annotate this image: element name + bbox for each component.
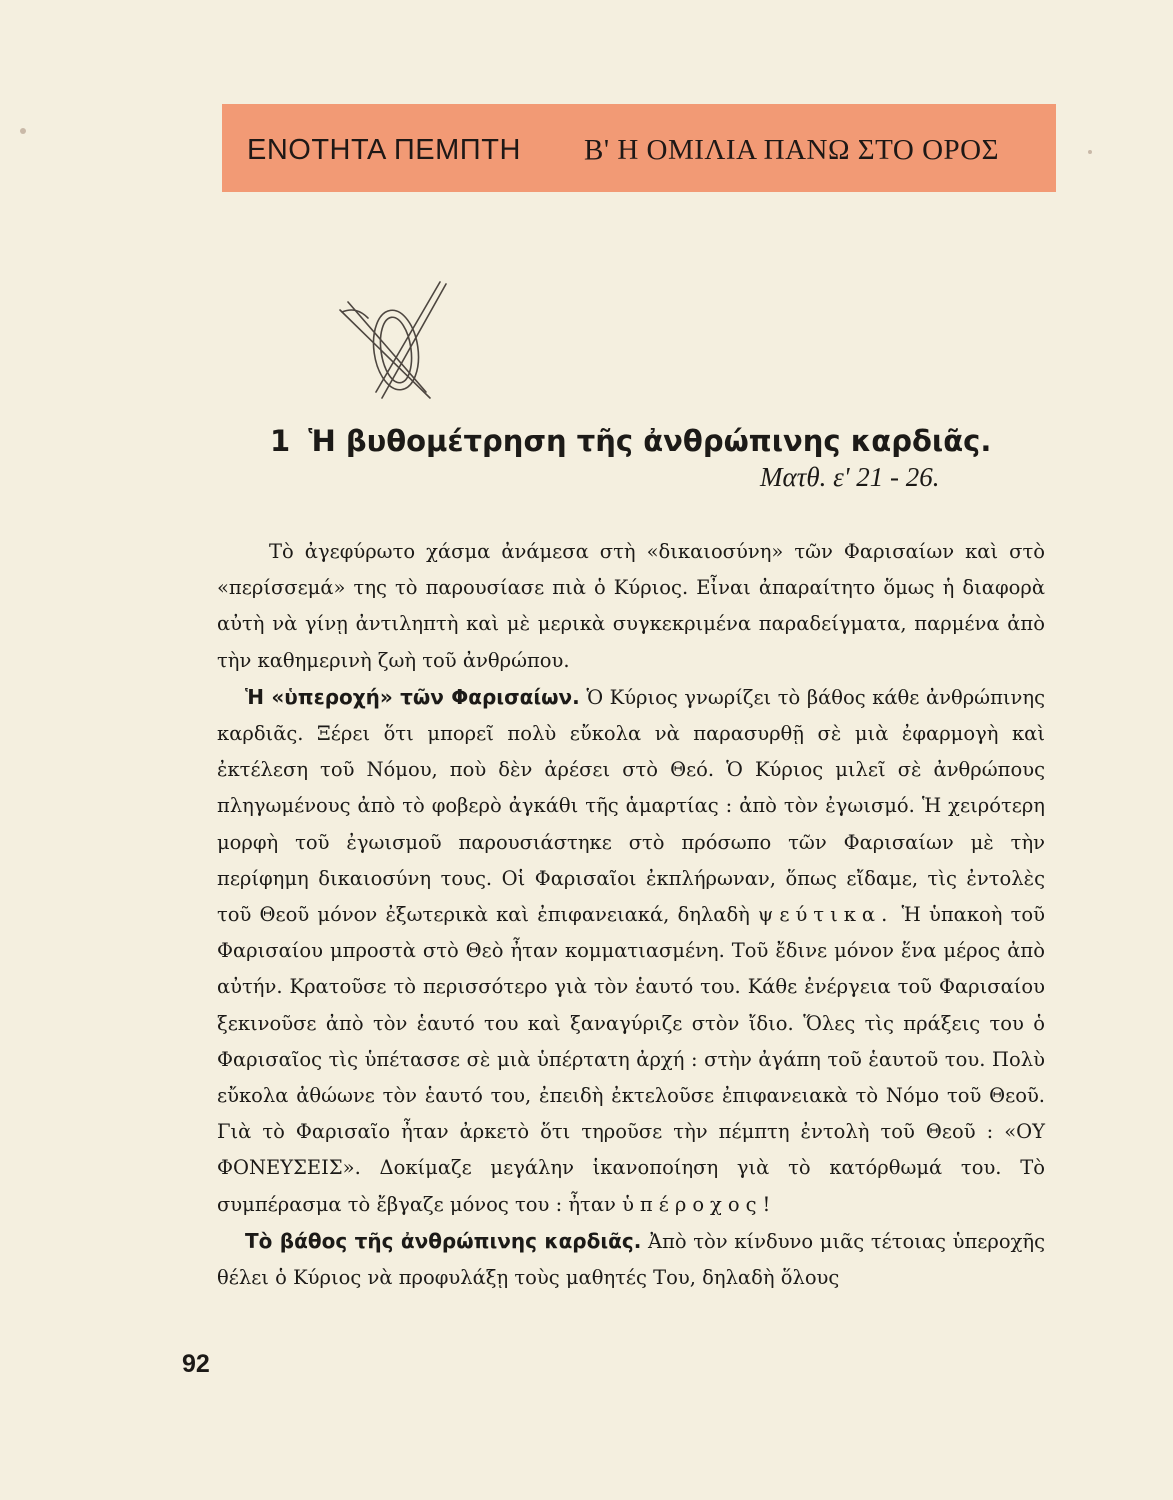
intro-paragraph: Τὸ ἀγεφύρωτο χάσμα ἀνάμεσα στὴ «δικαιοσύνη» τῶν Φαρισαίων καὶ στὸ «περίσσεμά» της τὸ παρουσίασε πιὰ ὁ Κύριος. Εἶναι ἀπαραίτητο ὅμως ἡ διαφορὰ αὐτὴ νὰ γίνῃ ἀντιληπτὴ καὶ μὲ μερικὰ συγκεκριμένα παραδείγματα, παρμένα ἀπὸ τὴν καθημερινὴ ζωὴ τοῦ ἀνθρώπου.: [217, 540, 1045, 672]
lesson-title: [270, 424, 1030, 458]
paragraph-text: Ὁ Κύριος γνωρίζει τὸ βάθος κάθε ἀνθρώπινης καρδιᾶς. Ξέρει ὅτι μπορεῖ πολὺ εὔκολα νὰ παρασυρθῇ σὲ μιὰ ἐφαρμογὴ καὶ ἐκτέλεση τοῦ Νόμου, ποὺ δὲν ἀρέσει στὸ Θεό. Ὁ Κύριος μιλεῖ σὲ ἀνθρώπους πληγωμένους ἀπὸ τὸ φοβερὸ ἀγκάθι τῆς ἁμαρτίας : ἀπὸ τὸν ἐγωισμό. Ἡ χειρότερη μορφὴ τοῦ ἐγωισμοῦ παρουσιάστηκε στὸ πρόσωπο τῶν Φαρισαίων μὲ τὴν περίφημη δικαιοσύνη τους. Οἱ Φαρισαῖοι ἐκπλήρωναν, ὅπως εἴδαμε, τὶς ἐντολὲς τοῦ Θεοῦ μόνον ἐξωτερικὰ καὶ ἐπιφανειακά, δηλαδὴ: [217, 685, 1045, 927]
inline-heading-depth: Τὸ βάθος τῆς ἀνθρώπινης καρδιᾶς.: [245, 1228, 642, 1253]
paragraph-text: Ἀπὸ τὸν κίνδυνο μιᾶς τέτοιας ὑπεροχῆς θέλει ὁ Κύριος νὰ προφυλάξῃ τοὺς μαθητές Του, δηλαδὴ ὅλους: [217, 1229, 1046, 1290]
lesson-number: 1: [270, 424, 291, 458]
body-text: [217, 534, 1045, 1296]
scripture-reference: Ματθ. ε' 21 - 26.: [760, 462, 940, 492]
inline-heading-pharisees: Ἡ «ὑπεροχή» τῶν Φαρισαίων.: [245, 684, 580, 709]
spaced-word-proud: ὑπέροχος!: [622, 1192, 777, 1216]
section-label: ΕΝΟΤΗΤΑ ΠΕΜΠΤΗ: [247, 134, 521, 166]
page-number: 92: [182, 1350, 210, 1378]
section-paragraph-pharisees: [217, 679, 1045, 1223]
spaced-word-fake: ψεύτικα.: [758, 903, 894, 927]
paper-speck: [20, 128, 26, 134]
chapter-title: Β' Η ΟΜΙΛΙΑ ΠΑΝΩ ΣΤΟ ΟΡΟΣ: [584, 134, 999, 166]
lesson-title-text: Ἡ βυθομέτρηση τῆς ἀνθρώπινης καρδιᾶς.: [308, 424, 992, 458]
handwritten-numeral-mark: [318, 280, 458, 410]
paper-speck: [1088, 150, 1092, 154]
paragraph-text: Ἡ ὑπακοὴ τοῦ Φαρισαίου μπροστὰ στὸ Θεὸ ἦταν κομματιασμένη. Τοῦ ἔδινε μόνον ἕνα μέρος ἀπὸ αὐτήν. Κρατοῦσε τὸ περισσότερο γιὰ τὸν ἑαυτό του. Κάθε ἐνέργεια τοῦ Φαρισαίου ξεκινοῦσε ἀπὸ τὸν ἑαυτό του καὶ ξαναγύριζε στὸν ἴδιο. Ὅλες τὶς πράξεις του ὁ Φαρισαῖος τὶς ὑπέτασσε σὲ μιὰ ὑπέρτατη ἀρχή : στὴν ἀγάπη τοῦ ἑαυτοῦ του. Πολὺ εὔκολα ἀθώωνε τὸν ἑαυτό του, ἐπειδὴ ἐκτελοῦσε ἐπιφανειακὰ τὸ Νόμο τοῦ Θεοῦ. Γιὰ τὸ Φαρισαῖο ἦταν ἀρκετὸ ὅτι τηροῦσε τὴν πέμπτη ἐντολὴ τοῦ Θεοῦ : «ΟΥ ΦΟΝΕΥΣΕΙΣ». Δοκίμαζε μεγάλην ἱκανοποίηση γιὰ τὸ κατόρθωμά του. Τὸ συμπέρασμα τὸ ἔβγαζε μόνος του : ἦταν: [217, 903, 1045, 1216]
section-paragraph-depth: [217, 1223, 1045, 1296]
